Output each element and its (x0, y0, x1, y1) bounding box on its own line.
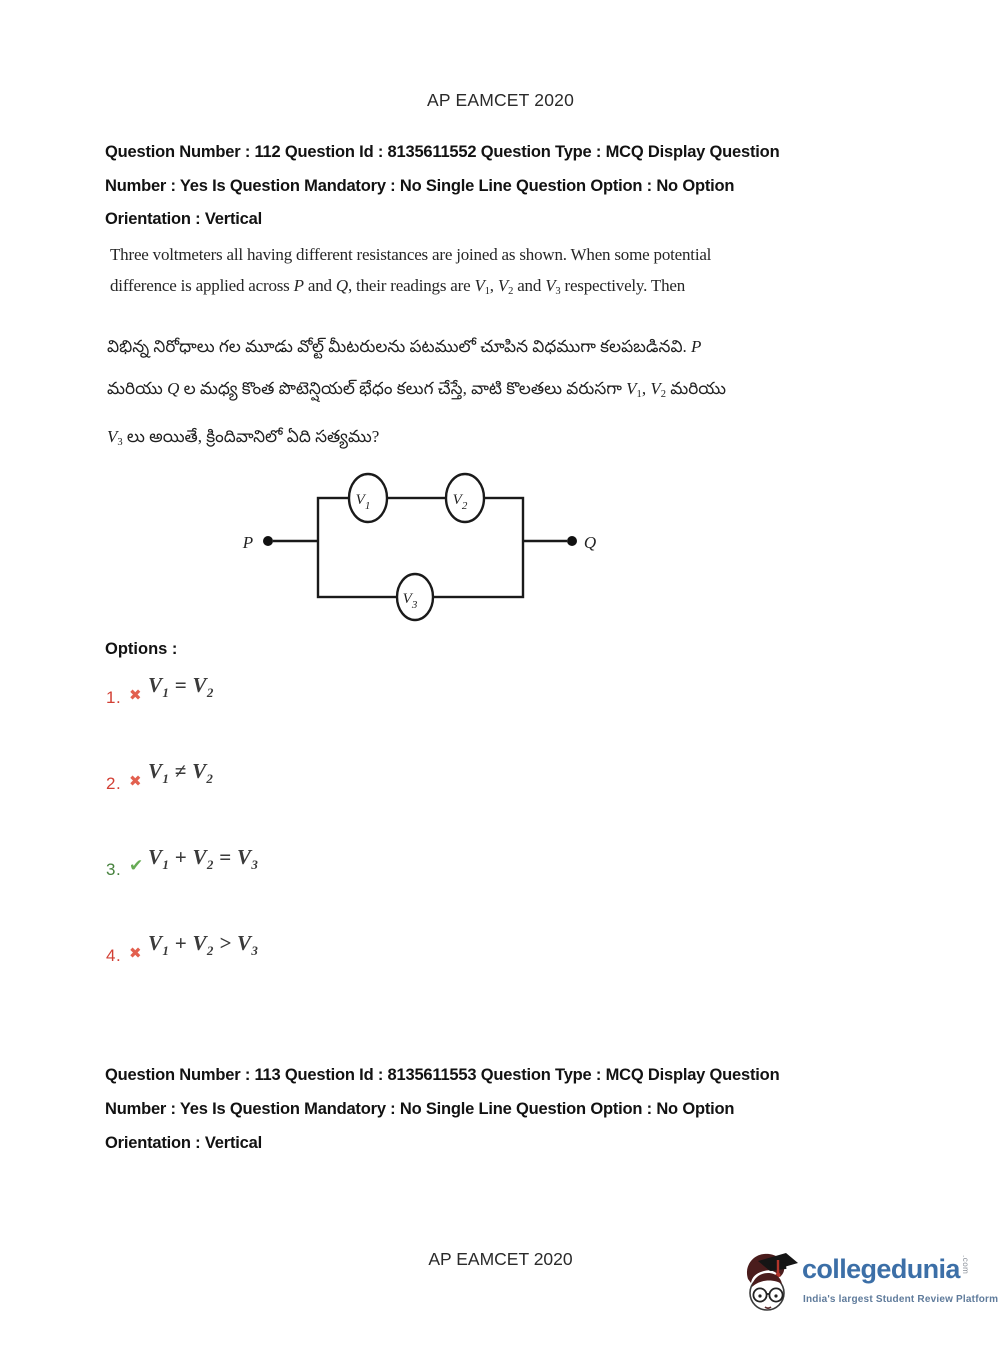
terminal-p-node (263, 536, 273, 546)
wrong-icon: ✖ (129, 945, 142, 962)
collegedunia-mascot-icon (740, 1245, 800, 1321)
option-2 (105, 759, 425, 805)
question-112-english-text (110, 239, 790, 307)
option-3 (105, 845, 425, 891)
page-footer-title: AP EAMCET 2020 (428, 1249, 573, 1269)
circuit-diagram (230, 460, 640, 630)
mascot-right-eye (774, 1294, 777, 1297)
option-4 (105, 931, 425, 977)
option-2-number: 2. (106, 774, 122, 793)
meta-line: Orientation : Vertical (105, 210, 262, 228)
brand-tagline: India's largest Student Review Platform (803, 1294, 999, 1305)
brand-name: collegedunia (802, 1254, 960, 1284)
terminal-p-label: P (242, 533, 254, 552)
correct-icon: ✔ (129, 856, 144, 875)
option-1 (105, 673, 425, 719)
meta-line: Question Number : 113 Question Id : 8135611553 Question Type : MCQ Display Question (105, 1066, 780, 1084)
telugu-line: V3 లు అయితే, క్రిందివానిలో ఏది సత్యము? (107, 426, 380, 448)
question-112-telugu-text (107, 326, 787, 464)
meta-line: Number : Yes Is Question Mandatory : No Single Line Question Option : No Option (105, 1100, 735, 1118)
english-line: Three voltmeters all having different resistances are joined as shown. When some potential (110, 245, 712, 264)
terminal-q-label: Q (583, 533, 597, 552)
telugu-line: విభిన్న నిరోధాలు గల మూడు వోల్ట్ మీటరులను పటములో చూపిన విధముగా కలపబడినవి. P (107, 337, 702, 356)
telugu-line: మరియు Q ల మధ్య కొంత పొటెన్షియల్ భేధం కలుగ చేస్తే, వాటి కొలతలు వరుసగా V1, V2 మరియు (107, 379, 727, 400)
option-3-number: 3. (106, 860, 122, 879)
meta-line: Question Number : 112 Question Id : 8135611552 Question Type : MCQ Display Question (105, 143, 780, 161)
voltmeter-v2-label: $V_2$ (452, 492, 468, 512)
option-1-formula: $V_1 = V_2$ (148, 673, 214, 700)
meta-line: Orientation : Vertical (105, 1134, 262, 1152)
brand-row (802, 1254, 970, 1285)
english-line: difference is applied across P and Q, their readings are V1, V2 and V3 respectively. Then (110, 276, 686, 297)
option-3-formula: $V_1 + V_2 = V_3$ (148, 845, 259, 872)
brand-domain: .com (960, 1254, 970, 1274)
voltmeter-v1-label: $V_1$ (355, 492, 371, 512)
question-113-meta (105, 1058, 905, 1160)
meta-line: Number : Yes Is Question Mandatory : No Single Line Question Option : No Option (105, 176, 735, 195)
option-1-number: 1. (106, 688, 122, 707)
option-4-number: 4. (106, 946, 122, 965)
wrong-icon: ✖ (129, 773, 142, 790)
collegedunia-logo (740, 1242, 999, 1324)
option-4-formula: $V_1 + V_2 > V_3$ (148, 931, 259, 958)
wrong-icon: ✖ (129, 687, 142, 704)
options-heading: Options : (105, 640, 178, 658)
option-2-formula: $V_1 \ne V_2$ (148, 759, 214, 786)
terminal-q-node (567, 536, 577, 546)
question-112-meta (105, 136, 905, 237)
mascot-left-eye (758, 1294, 761, 1297)
voltmeter-v3-label: $V_3$ (402, 591, 418, 611)
page-header-title: AP EAMCET 2020 (426, 90, 575, 110)
